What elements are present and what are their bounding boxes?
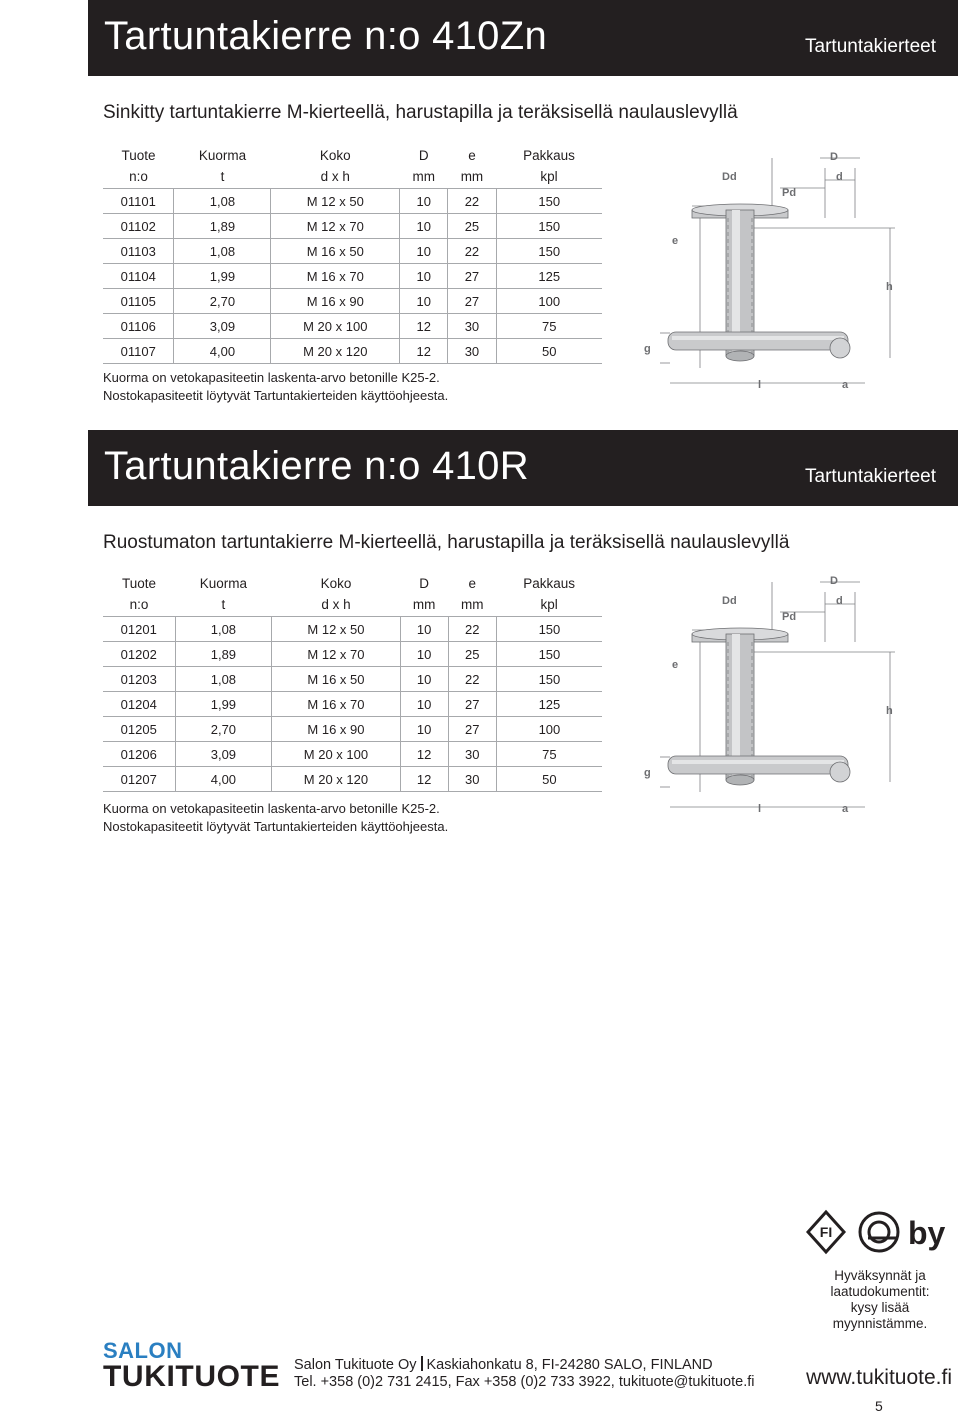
table-row bbox=[103, 264, 602, 289]
dimension-label: D bbox=[830, 575, 838, 587]
section-subtitle: Ruostumaton tartuntakierre M-kierteellä, harustapilla ja teräksisellä naulauslevyllä bbox=[103, 532, 790, 553]
table-cell: 27 bbox=[448, 289, 496, 314]
table-cell: 10 bbox=[400, 214, 448, 239]
table-cell: 10 bbox=[400, 189, 448, 214]
table-cell: 01206 bbox=[103, 742, 175, 767]
dimension-label: e bbox=[672, 235, 679, 247]
table-cell: M 12 x 70 bbox=[272, 642, 400, 667]
section-title: Tartuntakierre n:o 410Zn bbox=[104, 14, 548, 58]
table-cell: 150 bbox=[496, 239, 602, 264]
table-cell: 10 bbox=[400, 617, 448, 642]
product-technical-drawing bbox=[640, 148, 940, 398]
table-row bbox=[103, 289, 602, 314]
company-logo bbox=[103, 1340, 280, 1392]
col-unit: mm bbox=[448, 167, 496, 189]
fi-certification-icon bbox=[808, 1212, 844, 1252]
table-cell: 10 bbox=[400, 239, 448, 264]
dimension-label: h bbox=[886, 705, 893, 717]
table-cell: 75 bbox=[496, 314, 602, 339]
approval-line: kysy lisää bbox=[850, 1300, 910, 1315]
table-cell: 150 bbox=[496, 189, 602, 214]
table-cell: 50 bbox=[496, 767, 602, 792]
col-unit: mm bbox=[400, 167, 448, 189]
table-cell: 1,08 bbox=[174, 189, 271, 214]
col-header: e bbox=[468, 576, 477, 591]
table-row bbox=[103, 717, 602, 742]
note-text bbox=[103, 800, 448, 836]
table-cell: 01104 bbox=[103, 264, 174, 289]
col-unit: d x h bbox=[272, 595, 400, 617]
table-cell: 27 bbox=[448, 264, 496, 289]
dimension-label: Pd bbox=[782, 187, 797, 199]
company-name: Salon Tukituote Oy bbox=[294, 1357, 417, 1373]
spec-table bbox=[103, 574, 602, 792]
dimension-label: Dd bbox=[722, 595, 737, 607]
table-cell: 22 bbox=[448, 239, 496, 264]
page-number: 5 bbox=[875, 1398, 883, 1414]
dimension-label: Pd bbox=[782, 611, 797, 623]
table-cell: 12 bbox=[400, 314, 448, 339]
table-cell: 150 bbox=[496, 642, 602, 667]
dimension-label: a bbox=[842, 803, 849, 815]
col-unit: kpl bbox=[496, 595, 602, 617]
table-cell: 22 bbox=[448, 189, 496, 214]
note-line: Nostokapasiteetit löytyvät Tartuntakierteiden käyttöohjeesta. bbox=[103, 388, 449, 403]
table-row bbox=[103, 767, 602, 792]
col-unit: kpl bbox=[496, 167, 602, 189]
table-cell: 10 bbox=[400, 642, 448, 667]
table-cell: 4,00 bbox=[174, 339, 271, 364]
note-line: Kuorma on vetokapasiteetin laskenta-arvo betonille K25-2. bbox=[103, 370, 440, 385]
by-certification-icon bbox=[908, 1215, 946, 1251]
table-header-row bbox=[103, 167, 602, 189]
table-cell: M 16 x 70 bbox=[272, 692, 400, 717]
table-cell: 25 bbox=[448, 642, 496, 667]
note-text bbox=[103, 369, 448, 405]
section-header-band bbox=[88, 0, 958, 76]
table-cell: 150 bbox=[496, 617, 602, 642]
table-cell: 125 bbox=[496, 264, 602, 289]
table-cell: 3,09 bbox=[175, 742, 272, 767]
table-cell: 01102 bbox=[103, 214, 174, 239]
table-cell: 2,70 bbox=[175, 717, 272, 742]
table-row bbox=[103, 667, 602, 692]
table-cell: 150 bbox=[496, 667, 602, 692]
table-cell: M 16 x 90 bbox=[272, 717, 400, 742]
table-cell: 10 bbox=[400, 692, 448, 717]
table-cell: 22 bbox=[448, 617, 496, 642]
table-row bbox=[103, 214, 602, 239]
col-header: Kuorma bbox=[199, 576, 248, 591]
website-link[interactable]: www.tukituote.fi bbox=[806, 1366, 952, 1389]
table-cell: 125 bbox=[496, 692, 602, 717]
dimension-label: d bbox=[836, 595, 843, 607]
table-cell: 12 bbox=[400, 767, 448, 792]
table-cell: 100 bbox=[496, 717, 602, 742]
col-unit: mm bbox=[400, 595, 448, 617]
table-cell: M 20 x 120 bbox=[271, 339, 400, 364]
table-row bbox=[103, 189, 602, 214]
table-cell: M 12 x 50 bbox=[271, 189, 400, 214]
table-cell: 01101 bbox=[103, 189, 174, 214]
table-cell: M 20 x 120 bbox=[272, 767, 400, 792]
table-cell: M 16 x 90 bbox=[271, 289, 400, 314]
table-cell: 01205 bbox=[103, 717, 175, 742]
table-row bbox=[103, 692, 602, 717]
table-cell: M 16 x 50 bbox=[271, 239, 400, 264]
table-cell: 30 bbox=[448, 339, 496, 364]
contact-line: Tel. +358 (0)2 731 2415, Fax +358 (0)2 733 3922, tukituote@tukituote.fi bbox=[294, 1374, 755, 1390]
table-cell: 10 bbox=[400, 289, 448, 314]
dimension-label: e bbox=[672, 659, 679, 671]
approval-line: Hyväksynnät ja bbox=[834, 1268, 926, 1283]
table-cell: 27 bbox=[448, 717, 496, 742]
spec-table bbox=[103, 146, 602, 364]
table-cell: M 20 x 100 bbox=[272, 742, 400, 767]
table-cell: 01103 bbox=[103, 239, 174, 264]
table-cell: 1,08 bbox=[175, 667, 272, 692]
dimension-label: h bbox=[886, 281, 893, 293]
table-cell: 1,08 bbox=[174, 239, 271, 264]
note-line: Kuorma on vetokapasiteetin laskenta-arvo betonille K25-2. bbox=[103, 801, 440, 816]
table-header-row bbox=[103, 146, 602, 167]
table-cell: 01201 bbox=[103, 617, 175, 642]
table-row bbox=[103, 314, 602, 339]
table-cell: 01207 bbox=[103, 767, 175, 792]
dimension-label: D bbox=[830, 151, 838, 163]
col-header: Pakkaus bbox=[523, 148, 575, 163]
table-cell: 30 bbox=[448, 742, 496, 767]
table-cell: M 16 x 70 bbox=[271, 264, 400, 289]
table-cell: 12 bbox=[400, 339, 448, 364]
table-cell: 2,70 bbox=[174, 289, 271, 314]
table-row bbox=[103, 239, 602, 264]
section-title: Tartuntakierre n:o 410R bbox=[104, 444, 529, 488]
dimension-label: l bbox=[758, 379, 762, 391]
table-cell: 27 bbox=[448, 692, 496, 717]
table-cell: 01203 bbox=[103, 667, 175, 692]
table-cell: 01204 bbox=[103, 692, 175, 717]
approval-note bbox=[810, 1268, 950, 1332]
pc-certification-icon bbox=[860, 1213, 898, 1251]
table-cell: 150 bbox=[496, 214, 602, 239]
table-cell: 01107 bbox=[103, 339, 174, 364]
dimension-label: a bbox=[842, 379, 849, 391]
by-mark-text: by bbox=[908, 1215, 946, 1251]
table-header-row bbox=[103, 574, 602, 595]
table-cell: 12 bbox=[400, 742, 448, 767]
dimension-label: g bbox=[644, 343, 651, 355]
col-header: Tuote bbox=[121, 576, 157, 591]
table-cell: 50 bbox=[496, 339, 602, 364]
dimension-label: Dd bbox=[722, 171, 737, 183]
table-cell: M 20 x 100 bbox=[271, 314, 400, 339]
table-cell: 10 bbox=[400, 667, 448, 692]
certification-logos bbox=[806, 1208, 956, 1260]
col-header: Tuote bbox=[121, 148, 156, 163]
approval-line: laatudokumentit: bbox=[830, 1284, 930, 1299]
col-unit: t bbox=[175, 595, 272, 617]
table-cell: 01202 bbox=[103, 642, 175, 667]
table-cell: M 16 x 50 bbox=[272, 667, 400, 692]
section-subtitle: Sinkitty tartuntakierre M-kierteellä, harustapilla ja teräksisellä naulauslevyllä bbox=[103, 102, 738, 123]
col-unit: n:o bbox=[103, 167, 174, 189]
approval-line: myynnistämme. bbox=[832, 1316, 928, 1331]
company-address bbox=[294, 1356, 755, 1391]
logo-top-text: SALON bbox=[103, 1338, 183, 1363]
col-unit: n:o bbox=[103, 595, 175, 617]
col-header: Koko bbox=[319, 148, 351, 163]
table-cell: 30 bbox=[448, 314, 496, 339]
table-cell: 10 bbox=[400, 717, 448, 742]
table-cell: M 12 x 50 bbox=[272, 617, 400, 642]
street-address: Kaskiahonkatu 8, FI-24280 SALO, FINLAND bbox=[426, 1357, 713, 1373]
section-category: Tartuntakierteet bbox=[805, 36, 936, 57]
section-header-band bbox=[88, 430, 958, 506]
col-header: e bbox=[468, 148, 476, 163]
col-header: Kuorma bbox=[198, 148, 247, 163]
table-cell: 1,99 bbox=[174, 264, 271, 289]
table-cell: 22 bbox=[448, 667, 496, 692]
table-cell: 1,89 bbox=[175, 642, 272, 667]
table-header-row bbox=[103, 595, 602, 617]
table-cell: 30 bbox=[448, 767, 496, 792]
table-row bbox=[103, 742, 602, 767]
separator bbox=[421, 1356, 423, 1371]
logo-bottom-text: TUKITUOTE bbox=[103, 1360, 281, 1393]
table-cell: 4,00 bbox=[175, 767, 272, 792]
table-cell: 1,89 bbox=[174, 214, 271, 239]
table-cell: 75 bbox=[496, 742, 602, 767]
table-cell: 01106 bbox=[103, 314, 174, 339]
dimension-label: d bbox=[836, 171, 843, 183]
table-row bbox=[103, 617, 602, 642]
col-unit: t bbox=[174, 167, 271, 189]
dimension-label: g bbox=[644, 767, 651, 779]
table-row bbox=[103, 642, 602, 667]
col-header: D bbox=[418, 148, 429, 163]
fi-mark-text: FI bbox=[819, 1224, 833, 1240]
table-row bbox=[103, 339, 602, 364]
col-unit: d x h bbox=[271, 167, 400, 189]
table-cell: 25 bbox=[448, 214, 496, 239]
table-cell: 100 bbox=[496, 289, 602, 314]
table-cell: 1,99 bbox=[175, 692, 272, 717]
table-cell: 3,09 bbox=[174, 314, 271, 339]
section-category: Tartuntakierteet bbox=[805, 466, 936, 487]
product-technical-drawing bbox=[640, 572, 940, 822]
col-header: Koko bbox=[320, 576, 352, 591]
dimension-label: l bbox=[758, 803, 762, 815]
col-header: Pakkaus bbox=[523, 576, 576, 591]
table-cell: 1,08 bbox=[175, 617, 272, 642]
note-line: Nostokapasiteetit löytyvät Tartuntakierteiden käyttöohjeesta. bbox=[103, 819, 449, 834]
table-cell: 10 bbox=[400, 264, 448, 289]
table-cell: 01105 bbox=[103, 289, 174, 314]
col-header: D bbox=[419, 576, 430, 591]
table-cell: M 12 x 70 bbox=[271, 214, 400, 239]
col-unit: mm bbox=[448, 595, 496, 617]
